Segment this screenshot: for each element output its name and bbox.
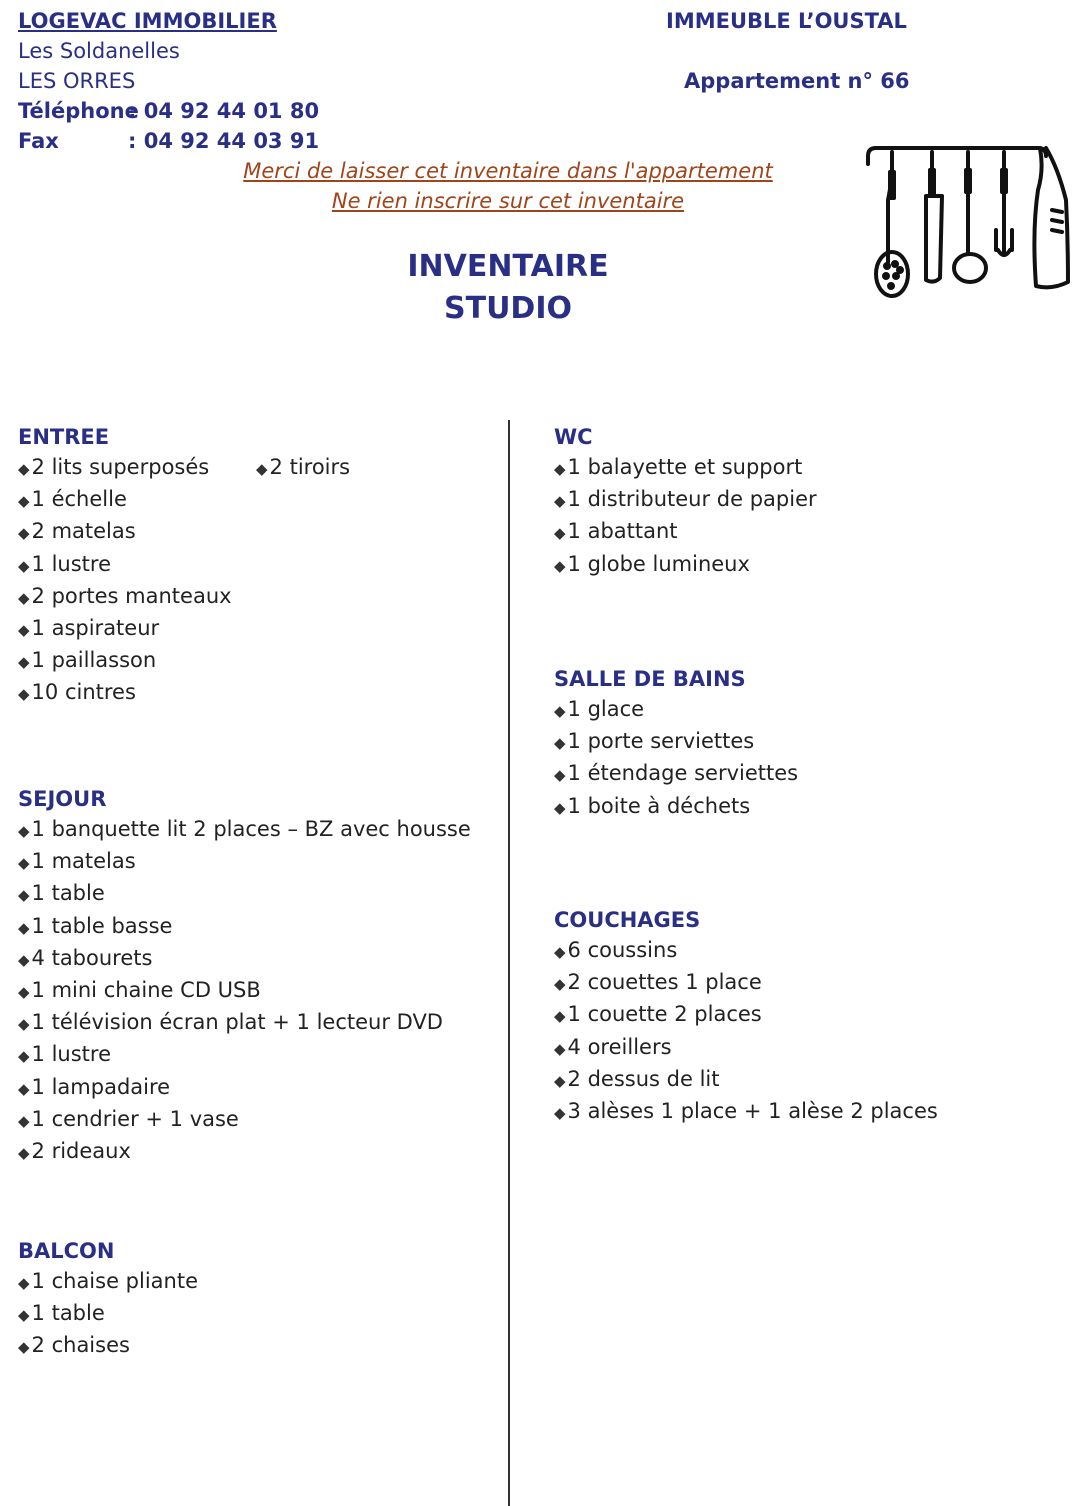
bullet-icon: ◆ — [18, 983, 30, 1002]
bullet-icon: ◆ — [554, 524, 566, 543]
bullet-icon: ◆ — [554, 734, 566, 753]
list-item — [554, 1064, 938, 1096]
section-title-salle-de-bains: SALLE DE BAINS — [554, 667, 746, 691]
list-item-text: 1 chaise pliante — [31, 1269, 199, 1293]
list-item — [18, 814, 471, 846]
bullet-icon: ◆ — [18, 492, 30, 511]
bullet-icon: ◆ — [18, 1047, 30, 1066]
list-item-text: 2 chaises — [31, 1333, 130, 1358]
list-item — [18, 516, 232, 548]
bullet-icon: ◆ — [18, 460, 30, 478]
section-salle-de-bains — [554, 664, 798, 823]
list-item-text: 2 portes manteaux — [31, 583, 232, 608]
bullet-icon: ◆ — [18, 1338, 30, 1357]
list-item — [18, 1298, 198, 1330]
bullet-icon: ◆ — [18, 822, 30, 840]
list-item-text: 1 table — [31, 881, 105, 906]
list-item-text: 1 banquette lit 2 places – BZ avec housse — [31, 817, 471, 841]
bullet-icon: ◆ — [18, 1015, 30, 1034]
notice-leave-inventory: Merci de laisser cet inventaire dans l'appartement — [243, 159, 773, 183]
bullet-icon: ◆ — [554, 460, 566, 478]
list-item-text: 2 dessus de lit — [567, 1066, 720, 1091]
list-item — [554, 758, 798, 790]
phone-line — [18, 96, 319, 126]
phone-value: : 04 92 44 01 80 — [128, 99, 320, 123]
bullet-icon: ◆ — [554, 492, 566, 511]
list-item — [554, 1032, 938, 1064]
list-item — [554, 791, 798, 823]
list-item — [18, 1007, 471, 1039]
section-title-balcon: BALCON — [18, 1239, 115, 1263]
bullet-icon: ◆ — [18, 588, 30, 607]
section-entree — [18, 422, 232, 710]
page-title: INVENTAIRE — [407, 249, 609, 284]
list-item — [554, 452, 817, 484]
list-item — [554, 967, 938, 999]
list-item — [554, 549, 817, 581]
list-item — [554, 484, 817, 516]
bullet-icon: ◆ — [554, 798, 566, 817]
column-divider — [508, 420, 510, 1506]
list-item-text: 1 balayette et support — [567, 455, 803, 479]
list-item — [18, 911, 471, 943]
list-item — [18, 1266, 198, 1298]
list-item — [18, 1330, 198, 1362]
section-title-couchages: COUCHAGES — [554, 908, 701, 932]
list-item-text: 1 étendage serviettes — [567, 761, 799, 786]
agency-name: LOGEVAC IMMOBILIER — [18, 9, 277, 33]
section-sejour — [18, 784, 471, 1168]
bullet-icon: ◆ — [554, 1071, 566, 1090]
section-wc — [554, 422, 817, 581]
fax-line — [18, 126, 319, 156]
bullet-icon: ◆ — [18, 886, 30, 905]
list-item-text: 4 tabourets — [31, 945, 153, 970]
bullet-icon: ◆ — [18, 1144, 30, 1163]
list-item — [18, 846, 471, 878]
bullet-icon: ◆ — [18, 524, 30, 543]
list-item-text: 1 table basse — [31, 913, 173, 938]
fax-label: Fax — [18, 129, 59, 153]
list-item-text: 1 lustre — [31, 551, 111, 576]
bullet-icon: ◆ — [18, 1306, 30, 1325]
bullet-icon: ◆ — [18, 1111, 30, 1130]
list-item-text: 1 échelle — [31, 487, 127, 512]
bullet-icon: ◆ — [554, 1104, 566, 1123]
bullet-icon: ◆ — [554, 766, 566, 785]
kitchen-utensils-icon — [862, 140, 1074, 302]
list-item — [18, 943, 471, 975]
list-item-text: 1 glace — [567, 697, 645, 721]
list-item-text: 1 lampadaire — [31, 1074, 171, 1099]
list-item-text: 1 globe lumineux — [567, 551, 750, 576]
bullet-icon: ◆ — [554, 1039, 566, 1058]
page-subtitle: STUDIO — [444, 291, 572, 326]
list-item-text: 1 distributeur de papier — [567, 487, 817, 512]
section-couchages — [554, 905, 938, 1128]
list-item-text: 6 coussins — [567, 938, 678, 962]
list-item — [554, 516, 817, 548]
bullet-icon: ◆ — [18, 854, 30, 873]
list-item-text: 2 couettes 1 place — [567, 970, 762, 995]
building-name: IMMEUBLE L’OUSTAL — [666, 9, 907, 33]
list-item-text: 1 paillasson — [31, 648, 157, 673]
bullet-icon: ◆ — [18, 653, 30, 672]
bullet-icon: ◆ — [554, 702, 566, 720]
list-item — [554, 999, 938, 1031]
section-title-wc: WC — [554, 425, 593, 449]
list-item-text: 1 table — [31, 1301, 105, 1326]
list-item-text: 1 matelas — [31, 849, 136, 874]
list-item — [18, 1072, 471, 1104]
list-item — [554, 726, 798, 758]
bullet-icon: ◆ — [256, 460, 268, 478]
address-line-2: LES ORRES — [18, 69, 136, 93]
bullet-icon: ◆ — [554, 975, 566, 994]
list-item-text: 2 matelas — [31, 519, 136, 544]
list-item — [18, 452, 232, 484]
list-item — [18, 613, 232, 645]
fax-value: : 04 92 44 03 91 — [128, 129, 320, 153]
list-item — [18, 1039, 471, 1071]
list-item — [18, 975, 471, 1007]
section-title-sejour: SEJOUR — [18, 787, 107, 811]
apartment-number: Appartement n° 66 — [684, 69, 910, 93]
bullet-icon: ◆ — [18, 950, 30, 969]
bullet-icon: ◆ — [18, 685, 30, 704]
list-item — [554, 694, 798, 726]
list-item-text: 10 cintres — [31, 680, 136, 705]
bullet-icon: ◆ — [554, 943, 566, 961]
list-item — [18, 645, 232, 677]
list-item — [18, 1104, 471, 1136]
bullet-icon: ◆ — [18, 621, 30, 640]
list-item — [18, 1136, 471, 1168]
list-item-text: 1 lustre — [31, 1042, 111, 1067]
list-item-text: 1 abattant — [567, 519, 678, 544]
notice-do-not-write: Ne rien inscrire sur cet inventaire — [331, 189, 685, 213]
list-item — [554, 1096, 938, 1128]
bullet-icon: ◆ — [554, 1007, 566, 1026]
list-item-text: 1 porte serviettes — [567, 729, 755, 754]
list-item-text: 2 rideaux — [31, 1139, 131, 1164]
bullet-icon: ◆ — [18, 1274, 30, 1292]
list-item — [18, 484, 232, 516]
address-line-1: Les Soldanelles — [18, 39, 180, 63]
phone-label: Téléphone — [18, 99, 139, 123]
list-item-text: 1 boite à déchets — [567, 793, 751, 818]
bullet-icon: ◆ — [18, 556, 30, 575]
list-item-text: 1 mini chaine CD USB — [31, 978, 261, 1003]
list-item-text: 2 lits superposés — [31, 455, 210, 479]
list-item-text: 4 oreillers — [567, 1034, 672, 1059]
bullet-icon: ◆ — [18, 1079, 30, 1098]
list-item-text: 3 alèses 1 place + 1 alèse 2 places — [567, 1099, 938, 1124]
list-item-text: 1 télévision écran plat + 1 lecteur DVD — [31, 1010, 443, 1035]
section-title-entree: ENTREE — [18, 425, 110, 449]
list-item-text: 1 cendrier + 1 vase — [31, 1106, 239, 1131]
list-item — [554, 935, 938, 967]
section-balcon — [18, 1236, 198, 1363]
list-item — [18, 677, 232, 709]
list-item — [18, 549, 232, 581]
list-item-text: 1 couette 2 places — [567, 1002, 762, 1027]
bullet-icon: ◆ — [18, 918, 30, 937]
agency-block — [18, 6, 319, 156]
list-item-text: 1 aspirateur — [31, 616, 160, 641]
bullet-icon: ◆ — [554, 556, 566, 575]
list-item — [18, 581, 232, 613]
list-item-tiroirs: ◆2 tiroirs — [256, 455, 351, 479]
list-item — [18, 878, 471, 910]
